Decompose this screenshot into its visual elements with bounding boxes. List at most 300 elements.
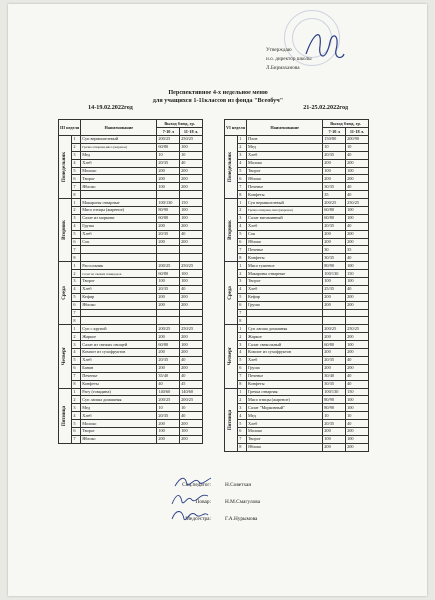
dish-name: Груша	[247, 364, 323, 372]
dish-name: Гречка отварная	[247, 388, 323, 396]
dish-name: Салат из свежих помидоров	[81, 270, 157, 278]
day-cell	[59, 388, 72, 443]
dish-name: Конфеты	[247, 380, 323, 388]
portion-7-10: 150/80	[323, 136, 346, 144]
day-cell	[225, 136, 238, 199]
item-number: 5	[238, 293, 247, 301]
portion-11-18: 250/25	[346, 199, 369, 207]
dates-right: 21-25.02.2022год	[303, 104, 348, 111]
portion-7-10: 20/35	[323, 356, 346, 364]
portion-11-18: 40	[180, 412, 203, 420]
dates-left: 14-19.02.2022год	[88, 104, 133, 111]
item-number: 6	[238, 427, 247, 435]
portion-11-18: 40	[180, 159, 203, 167]
item-number: 3	[72, 278, 81, 286]
menu-row	[59, 364, 203, 372]
portion-11-18: 200	[180, 175, 203, 183]
portion-7-10: 200/25	[157, 136, 180, 144]
menu-row	[225, 285, 369, 293]
menu-row	[225, 317, 369, 325]
dish-name	[247, 309, 323, 317]
portion-7-10: 60/80	[323, 214, 346, 222]
portion-11-18: 100	[346, 341, 369, 349]
item-number: 2	[238, 270, 247, 278]
menu-row	[225, 254, 369, 262]
item-number: 3	[72, 151, 81, 159]
dish-name: Яблоко	[81, 435, 157, 443]
portion-11-18: 200	[180, 293, 203, 301]
portion-7-10: 10	[157, 404, 180, 412]
week3-table	[58, 119, 203, 444]
portion-7-10: 100/130	[323, 388, 346, 396]
item-number: 3	[72, 214, 81, 222]
portion-11-18: 40	[346, 222, 369, 230]
dish-name: Мясо птицы (жареное)	[247, 396, 323, 404]
day-label: Пятница	[228, 409, 234, 430]
portion-11-18: 100	[180, 143, 203, 151]
menu-row	[59, 396, 203, 404]
dish-name	[81, 246, 157, 254]
menu-row	[59, 151, 203, 159]
signature-role: Медсестра:	[185, 516, 211, 522]
dish-name: Мед	[81, 151, 157, 159]
approval-block	[266, 46, 386, 73]
day-cell	[59, 262, 72, 325]
portion-11-18	[346, 317, 369, 325]
portion-11-18: 40	[180, 285, 203, 293]
menu-row	[59, 388, 203, 396]
dish-name: Кефир	[247, 293, 323, 301]
day-cell	[59, 199, 72, 262]
portion-11-18: 200	[180, 167, 203, 175]
portion-11-18: 200	[346, 238, 369, 246]
portion-11-18: 100	[346, 278, 369, 286]
dish-name: Молоко	[247, 427, 323, 435]
item-number: 8	[238, 254, 247, 262]
menu-row	[59, 325, 203, 333]
day-label: Четверг	[62, 347, 68, 366]
menu-row	[59, 238, 203, 246]
menu-row	[225, 246, 369, 254]
portion-11-18: 100	[346, 262, 369, 270]
portion-11-18	[180, 317, 203, 325]
dish-name: Салат из моркови	[81, 214, 157, 222]
day-label: Понедельник	[228, 151, 234, 183]
dish-name: Творог	[247, 278, 323, 286]
dish-name: Жаркое	[81, 333, 157, 341]
menu-row	[59, 285, 203, 293]
item-number: 5	[72, 420, 81, 428]
day-label: Пятница	[62, 405, 68, 426]
title-line1: Перспективное 4-х недельное меню	[168, 89, 268, 96]
item-number: 3	[238, 214, 247, 222]
portion-11-18: 200	[180, 183, 203, 191]
item-number: 7	[238, 435, 247, 443]
item-number: 6	[72, 175, 81, 183]
menu-row	[225, 372, 369, 380]
portion-11-18: 200	[180, 349, 203, 357]
item-number: 8	[238, 443, 247, 451]
portion-7-10: 60/80	[157, 341, 180, 349]
portion-11-18: 200	[346, 293, 369, 301]
portion-11-18: 100	[180, 341, 203, 349]
menu-row	[225, 333, 369, 341]
item-number: 8	[72, 191, 81, 199]
dish-name: Суп лапша домашняя	[81, 396, 157, 404]
portion-7-10: 100	[323, 167, 346, 175]
item-number: 8	[72, 380, 81, 388]
day-label: Четверг	[228, 347, 234, 366]
dish-name: Рассольник	[81, 262, 157, 270]
item-number: 1	[72, 262, 81, 270]
menu-row	[59, 317, 203, 325]
portion-7-10: 30/40	[323, 372, 346, 380]
signature-row	[113, 516, 373, 526]
day-label: Среда	[228, 286, 234, 301]
dish-name: Хлеб	[81, 356, 157, 364]
age-col-2: 11-18 л.	[180, 128, 203, 136]
menu-row	[59, 175, 203, 183]
item-number: 8	[238, 380, 247, 388]
portion-11-18: 100	[180, 207, 203, 215]
item-number: 4	[72, 349, 81, 357]
portion-7-10: 200	[323, 293, 346, 301]
portion-11-18: 250/25	[180, 325, 203, 333]
portion-7-10: 10	[157, 151, 180, 159]
portion-11-18: 150	[346, 270, 369, 278]
item-number: 5	[238, 420, 247, 428]
item-number: 3	[238, 151, 247, 159]
portion-7-10: 60/80	[157, 270, 180, 278]
dish-name: Рагу (говядина)	[81, 388, 157, 396]
signature-role: Соц.педагог:	[182, 482, 211, 488]
dish-name	[81, 191, 157, 199]
menu-row	[59, 136, 203, 144]
signature-name: Г.А.Нурымова	[225, 516, 258, 522]
dish-name: Салат витаминный	[247, 214, 323, 222]
item-number: 2	[72, 270, 81, 278]
menu-row	[59, 207, 203, 215]
dish-name: Яблоко	[81, 301, 157, 309]
item-number: 8	[72, 254, 81, 262]
portion-11-18: 45	[180, 380, 203, 388]
menu-row	[59, 199, 203, 207]
portion-11-18: 100	[180, 278, 203, 286]
item-number: 6	[72, 427, 81, 435]
portion-11-18	[180, 246, 203, 254]
dish-name: Яблоко	[81, 183, 157, 191]
portion-7-10: 200	[323, 427, 346, 435]
social-pedagogue-signature	[173, 474, 213, 490]
menu-row	[225, 325, 369, 333]
dish-name: Яблоко	[247, 175, 323, 183]
item-number: 6	[238, 238, 247, 246]
dish-name: Молоко	[81, 167, 157, 175]
signature-name: Н.М.Смагулова	[225, 499, 261, 505]
portion-7-10: 20/35	[323, 151, 346, 159]
portion-7-10: 10	[323, 143, 346, 151]
menu-row	[59, 412, 203, 420]
approval-line1: Утверждаю	[266, 47, 292, 53]
portion-11-18: 40	[346, 254, 369, 262]
portion-7-10: 200	[323, 175, 346, 183]
dish-name: Компот из сухофруктов	[247, 349, 323, 357]
dish-name: Хлеб	[81, 285, 157, 293]
dish-name: Банан	[81, 364, 157, 372]
menu-row	[225, 341, 369, 349]
menu-row	[59, 435, 203, 443]
portion-11-18: 200	[180, 238, 203, 246]
dish-name: Яблоко	[247, 443, 323, 451]
menu-row	[225, 356, 369, 364]
item-number: 6	[72, 364, 81, 372]
dish-name: Печенье	[247, 372, 323, 380]
day-label: Вторник	[62, 220, 68, 241]
portion-11-18: 100	[346, 167, 369, 175]
portion-11-18: 40	[180, 356, 203, 364]
portion-7-10: 60/80	[157, 143, 180, 151]
item-number: 1	[238, 325, 247, 333]
week-label: III неделя	[59, 120, 81, 136]
dish-name: Гречка отварная, мясо(жареное)	[247, 207, 323, 215]
portion-7-10: 200	[157, 364, 180, 372]
week-label: VI неделя	[225, 120, 247, 136]
dish-name: Мед	[247, 143, 323, 151]
portion-11-18: 100	[346, 214, 369, 222]
dish-name: Молоко	[247, 159, 323, 167]
menu-row	[225, 293, 369, 301]
portion-7-10: 20/35	[157, 159, 180, 167]
portion-7-10: 100/130	[323, 270, 346, 278]
day-label: Среда	[62, 286, 68, 301]
item-number: 6	[72, 301, 81, 309]
item-number: 4	[238, 285, 247, 293]
portion-7-10: 200	[157, 222, 180, 230]
portion-11-18: 140/60	[180, 388, 203, 396]
portion-7-10: 200	[157, 238, 180, 246]
dish-name: Молоко	[81, 420, 157, 428]
portion-11-18: 200/90	[346, 136, 369, 144]
dish-name: Печенье	[81, 372, 157, 380]
portion-11-18: 40	[346, 420, 369, 428]
menu-row	[225, 230, 369, 238]
age-col-2: 11-18 л.	[346, 128, 369, 136]
dish-name: Конфеты	[247, 191, 323, 199]
portion-7-10: 30/35	[323, 183, 346, 191]
menu-row	[59, 230, 203, 238]
day-label: Вторник	[228, 220, 234, 241]
menu-row	[225, 151, 369, 159]
menu-row	[59, 293, 203, 301]
dish-name: Салат из свежих овощей	[81, 341, 157, 349]
day-cell	[225, 262, 238, 325]
dish-name: Суп вермишелевый	[247, 199, 323, 207]
item-number: 1	[238, 199, 247, 207]
menu-row	[225, 136, 369, 144]
portion-7-10: 20/35	[323, 420, 346, 428]
portion-11-18: 200	[180, 301, 203, 309]
portion-7-10: 100	[157, 183, 180, 191]
portion-7-10	[157, 191, 180, 199]
dish-name: Плов	[247, 136, 323, 144]
menu-row	[225, 207, 369, 215]
portion-7-10	[157, 309, 180, 317]
item-number: 4	[238, 412, 247, 420]
portion-7-10: 20/35	[323, 222, 346, 230]
menu-row	[225, 420, 369, 428]
dish-name: Хлеб	[247, 151, 323, 159]
title-line2: для учащихся 1-11классов из фонда "Всеобуч"	[152, 96, 284, 104]
approval-line3: Л.Бирмаханова	[266, 65, 300, 71]
portion-11-18: 10	[346, 143, 369, 151]
dish-name: Хлеб	[81, 159, 157, 167]
portion-11-18: 40	[346, 191, 369, 199]
document-title	[68, 89, 368, 112]
portion-11-18: 40	[346, 372, 369, 380]
portion-11-18: 40	[346, 380, 369, 388]
menu-row	[225, 301, 369, 309]
menu-row	[59, 301, 203, 309]
dish-name	[247, 317, 323, 325]
portion-7-10: 30/35	[323, 380, 346, 388]
item-number: 7	[238, 309, 247, 317]
portion-7-10: 200	[323, 230, 346, 238]
menu-row	[225, 159, 369, 167]
menu-row	[225, 191, 369, 199]
portion-7-10: 20/35	[157, 412, 180, 420]
day-cell	[225, 325, 238, 388]
menu-row	[225, 143, 369, 151]
dish-name: Мед	[81, 404, 157, 412]
portion-7-10: 100	[157, 278, 180, 286]
week4-table	[224, 119, 369, 452]
portion-7-10: 200	[323, 364, 346, 372]
menu-row	[59, 427, 203, 435]
portion-11-18: 40	[346, 285, 369, 293]
portion-11-18: 150	[346, 388, 369, 396]
portion-7-10: 10	[323, 412, 346, 420]
dish-name: Творог	[247, 167, 323, 175]
item-number: 1	[72, 136, 81, 144]
portion-11-18: 100	[180, 270, 203, 278]
item-number: 4	[72, 285, 81, 293]
portion-7-10: 200/25	[323, 325, 346, 333]
menu-row	[59, 341, 203, 349]
portion-11-18	[180, 309, 203, 317]
signature-row	[113, 482, 373, 492]
item-number: 5	[238, 230, 247, 238]
signature-row	[113, 499, 373, 509]
portion-7-10: 100	[323, 278, 346, 286]
menu-row	[59, 167, 203, 175]
item-number: 1	[238, 388, 247, 396]
portion-7-10: 80/90	[157, 207, 180, 215]
menu-row	[59, 333, 203, 341]
dish-name: Салат свекольный	[247, 341, 323, 349]
portion-7-10: 35/40	[157, 372, 180, 380]
cook-signature	[170, 490, 210, 508]
dish-name: Хлеб	[247, 222, 323, 230]
portion-7-10: 30/35	[323, 254, 346, 262]
item-number: 1	[72, 325, 81, 333]
item-number: 2	[238, 396, 247, 404]
item-number: 5	[72, 167, 81, 175]
menu-row	[225, 388, 369, 396]
dish-name: Хлеб	[81, 412, 157, 420]
portion-7-10: 60/80	[323, 341, 346, 349]
portion-11-18: 100	[180, 214, 203, 222]
dish-name: Суп вермишелевый	[81, 136, 157, 144]
age-col-1: 7-10 л	[323, 128, 346, 136]
portion-7-10: 200	[157, 175, 180, 183]
dish-name: Творог	[81, 427, 157, 435]
dish-name: Конфеты	[81, 380, 157, 388]
header-row	[225, 120, 369, 128]
portion-11-18: 200	[346, 301, 369, 309]
dish-name: Салат "Морковный"	[247, 404, 323, 412]
portion-7-10: 100	[323, 435, 346, 443]
portion-7-10: 200	[157, 420, 180, 428]
dish-name: Мед	[247, 412, 323, 420]
portion-11-18: 40	[346, 183, 369, 191]
portion-7-10: 80/90	[323, 396, 346, 404]
item-number: 1	[238, 136, 247, 144]
menu-row	[59, 143, 203, 151]
item-number: 4	[72, 159, 81, 167]
portion-11-18: 200	[346, 427, 369, 435]
portion-7-10: 30	[323, 246, 346, 254]
portion-7-10: 200	[157, 333, 180, 341]
portion-7-10: 60/80	[323, 207, 346, 215]
item-number: 6	[72, 238, 81, 246]
portion-7-10	[157, 246, 180, 254]
item-number: 7	[238, 246, 247, 254]
dish-name: Сок	[247, 230, 323, 238]
menu-row	[225, 380, 369, 388]
portion-11-18: 100	[180, 427, 203, 435]
dish-name: Хлеб	[247, 356, 323, 364]
portion-11-18: 100	[346, 396, 369, 404]
menu-row	[225, 278, 369, 286]
portion-7-10: 200	[323, 443, 346, 451]
dish-name: Творог	[247, 435, 323, 443]
portion-11-18: 200	[180, 420, 203, 428]
portion-7-10: 200/25	[157, 396, 180, 404]
portion-7-10: 100	[157, 427, 180, 435]
item-number: 2	[238, 333, 247, 341]
day-cell	[225, 199, 238, 262]
portion-11-18: 250/25	[180, 262, 203, 270]
item-number: 8	[238, 317, 247, 325]
portion-7-10	[157, 254, 180, 262]
menu-row	[225, 270, 369, 278]
item-number: 7	[72, 183, 81, 191]
portion-11-18: 40	[346, 356, 369, 364]
menu-row	[59, 262, 203, 270]
portion-11-18: 250/25	[346, 325, 369, 333]
menu-row	[59, 372, 203, 380]
portion-7-10: 200/25	[157, 325, 180, 333]
dish-name: Груша	[81, 222, 157, 230]
portion-11-18: 200	[346, 230, 369, 238]
portion-11-18: 100	[346, 404, 369, 412]
portion-7-10: 80/90	[323, 404, 346, 412]
menu-row	[59, 183, 203, 191]
dish-name: Хлеб	[247, 420, 323, 428]
portion-11-18: 40	[346, 151, 369, 159]
menu-row	[225, 199, 369, 207]
menu-row	[59, 254, 203, 262]
